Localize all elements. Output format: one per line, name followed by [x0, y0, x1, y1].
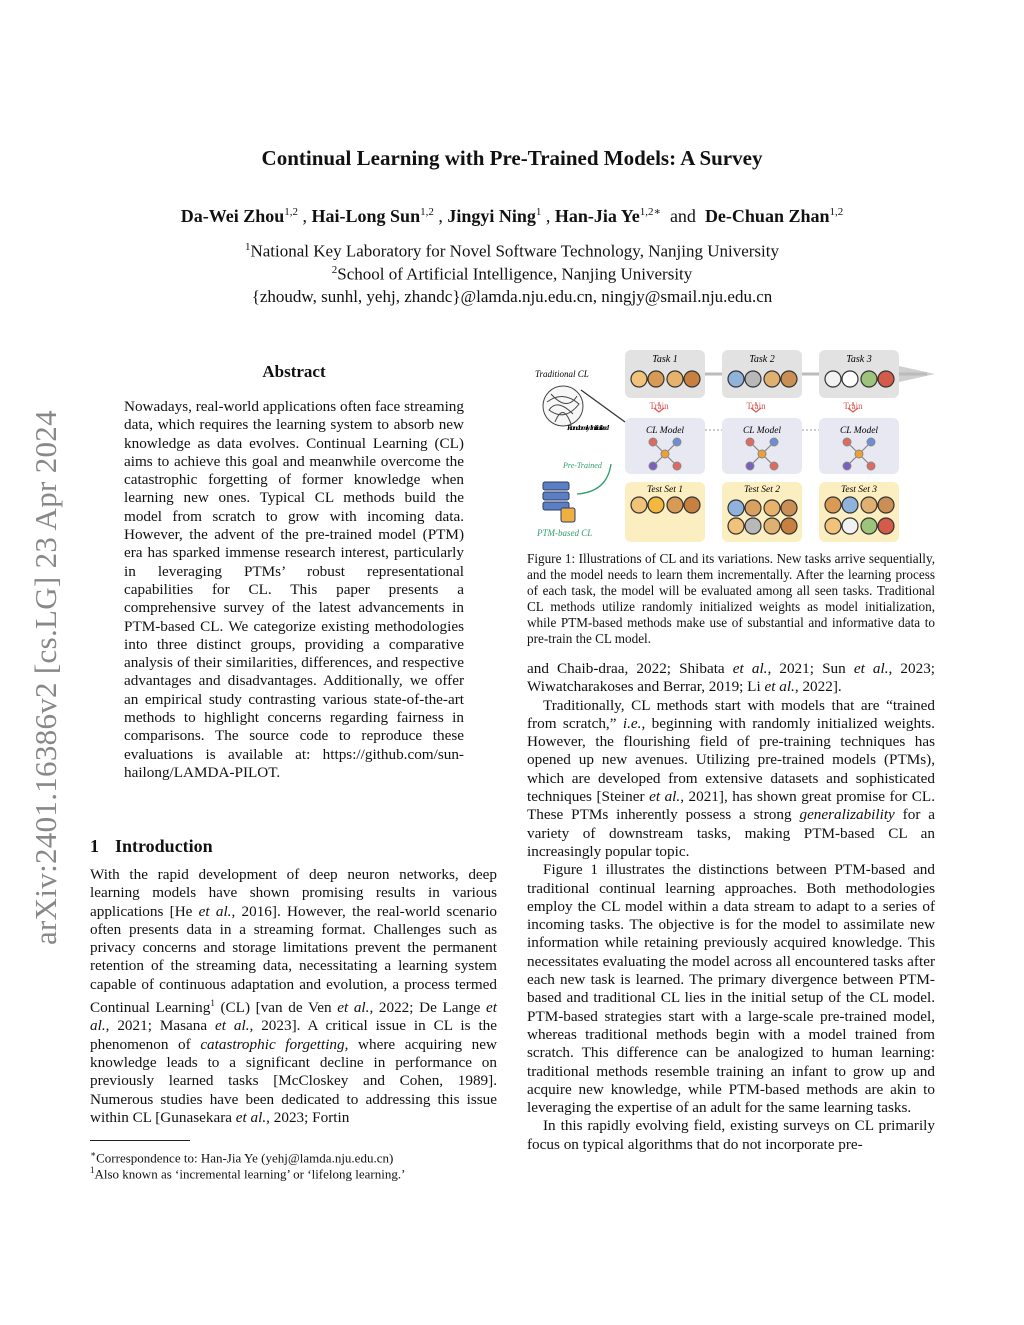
author-list: Da-Wei Zhou$^{1,2}$ , Hai-Long Sun$^{1,2}$ , Jingyi Ning$^1$ , Han-Jia $Ye^{1,2∗}$ and De-Chuan Zhan$^{1,2}$ — [180, 206, 844, 226]
test-set-label: Test Set 1 — [646, 485, 684, 495]
email-line: {zhoudw, sunhl, yehj, zhandc}@lamda.nju.edu.cn, ningjy@smail.nju.edu.cn — [251, 287, 773, 306]
author-name: Hai-Long Sun — [311, 206, 421, 226]
train-label: Train — [843, 401, 863, 411]
affil-mark: 2 — [331, 264, 338, 276]
server-icon — [543, 482, 575, 522]
affiliation — [0, 259, 1024, 286]
author-affil-mark: 1 — [535, 206, 542, 218]
author-affil-mark: 1,2 — [829, 206, 844, 218]
test-set-label: Test Set 2 — [743, 485, 781, 495]
ptm-based-label: PTM-based CL — [537, 528, 593, 538]
footnote-text: Also known as ‘incremental learning’ or ‘lifelong learning.’ — [94, 1166, 406, 1182]
section-heading — [90, 836, 229, 857]
task-label: Task 1 — [652, 354, 678, 365]
author-affil-mark: 1,2 — [420, 206, 434, 218]
author-affil-mark: 1,2 — [284, 206, 299, 218]
task-label: Task 3 — [846, 354, 872, 365]
author-name: Jingyi Ning — [447, 206, 536, 226]
cl-model-label: CL Model — [742, 426, 782, 436]
footnote-mark: ∗ — [90, 1149, 97, 1159]
author-conjunction: and — [669, 206, 696, 226]
author-name: Han-Jia Ye — [554, 206, 640, 226]
affiliation-text: National Key Laboratory for Novel Software Technology, Nanjing University — [250, 241, 779, 261]
random-network-icon — [543, 386, 583, 426]
traditional-cl-label: Traditional CL — [535, 369, 589, 379]
train-label: Train — [649, 401, 669, 411]
introduction-text: With the rapid development of deep neuron networks, deep learning models have shown promising results in various applications [He et al., 2016]. However, the real-world scenario often presents data in a streaming format. Challenges such as privacy concerns and storage limitations prevent the permanent retention of the streaming data, necessitating a learning system capable of continuous adaptation and evolution, a process termed Continual Learning$^1$ (CL) [van de Ven et al., 2022; De Lange et al., 2021; Masana et al., 2023]. A critical issue in CL is the phenomenon of catastrophic forgetting, where acquiring new knowledge leads to a significant decline in performance on previously learned tasks [McCloskey and Cohen, 1989]. Numerous studies have been dedicated to addressing this issue within CL [Gunasekara et al., 2023; Fortin — [90, 866, 498, 1126]
author-name: De-Chuan Zhan — [704, 206, 830, 226]
pretrained-label: Pre-Trained — [563, 461, 602, 470]
paper-title: Continual Learning with Pre-Trained Models: A Survey — [261, 146, 763, 170]
section-title: Introduction — [115, 836, 213, 856]
introduction-text-continued: and Chaib-draa, 2022; Shibata et al., 2021; Sun et al., 2023; Wiwatcharakoses and Berrar, 2019; Li et al., 2022]. Traditionally, CL methods start with models that are “trained from scratch,” i.e., beginning with randomly initialized weights. However, the flourishing field of pre-training techniques has opened up new avenues. Utilizing pre-trained models (PTMs), which are developed from extensive datasets and sophisticated techniques [Steiner et al., 2021], has shown great promise for CL. These PTMs inherently possess a strong generalizability for a variety of downstream tasks, making PTM-based CL an increasingly popular topic. Figure 1 illustrates the distinctions between PTM-based and traditional continual learning approaches. Both methodologies employ the CL model within a data stream to adapt to a series of incoming tasks. The objective is for the model to assimilate new information while retaining previously acquired knowledge. This necessitates evaluating the model across all encountered tasks after each new task is learned. The primary divergence between PTM-based and traditional CL lies in the initial setup of the CL model. PTM-based strategies start with a large-scale pre-trained model, whereas traditional methods begin with a model trained from scratch. This difference can be analogized to human learning: traditional methods resemble training an infant to grow up and acquire new knowledge, while PTM-based methods are akin to leveraging the expertise of an adult for the same learning tasks. In this rapidly evolving field, existing surveys on CL primarily focus on typical algorithms that do not incorporate pre- — [527, 660, 936, 1153]
footnote-mark: 1 — [90, 1165, 95, 1175]
task-label: Task 2 — [749, 354, 775, 365]
random-init-label: Randomly Initialized — [567, 423, 609, 432]
train-label: Train — [746, 401, 766, 411]
footnote-text: Correspondence to: Han-Jia Ye (yehj@lamda.nju.edu.cn) — [96, 1150, 394, 1166]
abstract-text: Nowadays, real-world applications often face streaming data, which requires the learning system to absorb new knowledge as data evolves. Continual Learning (CL) aims to achieve this goal and meanwhile overcome the catastrophic forgetting of former knowledge when learning new ones. Typical CL methods build the model from scratch to grow with incoming data. However, the advent of the pre-trained model (PTM) era has sparked immense research interest, particularly in leveraging PTMs’ robust representational capabilities for CL. This paper presents a comprehensive survey of the latest advancements in PTM-based CL. We categorize existing methodologies into three distinct groups, providing a comparative analysis of their similarities, differences, and respective advantages and disadvantages. Additionally, we offer an empirical study contrasting various state-of-the-art methods to highlight concerns regarding fairness in comparisons. The source code to reproduce these evaluations is available at: https://github.com/sun-hailong/LAMDA-PILOT. — [124, 398, 464, 781]
footnote — [90, 1162, 497, 1182]
abstract-heading: Abstract — [262, 362, 326, 381]
footnote-rule — [90, 1140, 190, 1141]
author-name: Da-Wei Zhou — [180, 206, 285, 226]
section-number: 1 — [90, 836, 99, 856]
test-set-label: Test Set 3 — [840, 485, 878, 495]
affiliation-text: School of Artificial Intelligence, Nanjing University — [337, 264, 693, 284]
cl-model-label: CL Model — [839, 426, 879, 436]
arxiv-identifier: arXiv:2401.16386v2 [cs.LG] 23 Apr 2024 — [28, 410, 63, 945]
figure-1-illustration — [527, 342, 935, 547]
author-affil-mark: 1,2∗ — [639, 206, 661, 218]
affil-mark: 1 — [244, 241, 251, 253]
cl-model-label: CL Model — [645, 426, 685, 436]
figure-1-caption: Figure 1: Illustrations of CL and its variations. New tasks arrive sequentially, and the model needs to learn them incrementally. After the learning process of each task, the model will be evaluated among all seen tasks. Traditional CL methods utilize randomly initialized weights as model initialization, while PTM-based methods make use of substantial and informative data to pre-train the CL model. — [527, 551, 935, 646]
